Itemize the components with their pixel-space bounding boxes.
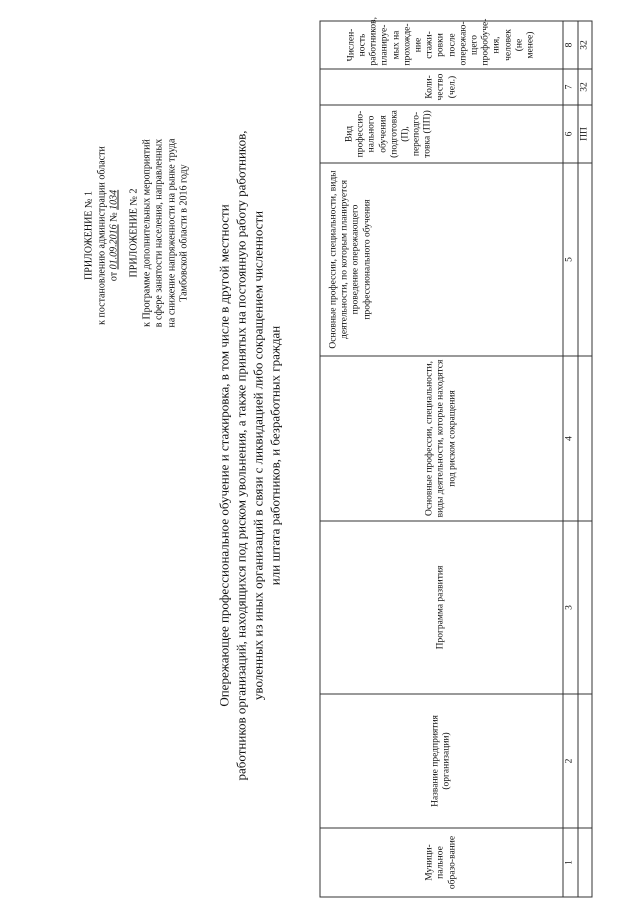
header-development-program: Программа развития <box>320 521 563 694</box>
column-number: 5 <box>563 163 578 356</box>
column-number: 2 <box>563 694 578 828</box>
column-number: 1 <box>563 828 578 897</box>
appendix-1-header <box>83 125 121 345</box>
quantity-value: 32 <box>578 69 592 105</box>
header-internship-count: Числен-ность работников, планируе-мых на прохожде-ние стажи-ровки после опережаю-щего профобуче-ния, человек (не менее) <box>320 21 563 69</box>
header-municipality: Муници-пальное образо-вание <box>320 828 563 897</box>
header-training-professions: Основные профессии, специальности, виды деятельности, по которым планируется проведение опережающего профессионального обучения <box>320 163 563 356</box>
program-line: Тамбовской области в 2016 году <box>178 163 189 302</box>
table-header-row <box>320 21 563 897</box>
table-row <box>578 21 592 897</box>
appendix-2-title: ПРИЛОЖЕНИЕ № 2 <box>128 188 139 277</box>
column-number: 8 <box>563 21 578 69</box>
title-line: уволенных из иных организаций в связи с ликвидацией либо сокращением численности <box>250 210 265 700</box>
program-line: на снижение напряженности на рынке труда <box>165 138 177 327</box>
training-type-value: ПП <box>578 105 592 163</box>
header-quantity: Коли-чество (чел.) <box>320 69 563 105</box>
title-line: Опережающее профессиональное обучение и стажировка, в том числе в другой местности <box>216 203 231 707</box>
header-organization: Название предприятия (организации) <box>320 694 563 828</box>
column-number: 7 <box>563 69 578 105</box>
column-number: 6 <box>563 105 578 163</box>
program-line: к Программе дополнительных мероприятий <box>140 138 152 327</box>
table-cell <box>578 356 592 521</box>
handwritten-number: 1034 <box>108 189 119 210</box>
column-number-row <box>563 21 578 897</box>
handwritten-date: 01.09.2016 <box>108 223 119 269</box>
program-line: в сфере занятости населения, направленных <box>153 138 164 327</box>
column-number: 4 <box>563 356 578 521</box>
date-number-line <box>108 125 121 345</box>
table-cell <box>578 521 592 694</box>
title-line: или штата работников, и безработных граждан <box>267 325 282 585</box>
internship-count-value: 32 <box>578 21 592 69</box>
resolution-line: к постановлению администрации области <box>95 145 107 325</box>
date-prefix: от <box>108 271 119 281</box>
column-number: 3 <box>563 521 578 694</box>
table-cell <box>578 694 592 828</box>
table-cell <box>578 828 592 897</box>
training-table <box>319 16 592 897</box>
appendix-2-header <box>128 85 191 380</box>
table-cell <box>578 163 592 356</box>
document-title <box>215 45 283 865</box>
title-line: работников организаций, находящихся под риском увольнения, а также принятых на постоянную работу работников, <box>233 130 248 780</box>
number-prefix: № <box>108 211 119 222</box>
header-professions-at-risk: Основные профессии, специальности, виды деятельности, которые находятся под риском сокращения <box>320 356 563 521</box>
header-training-type: Вид профессио-нального обучения (подготовка (П), переподго-товка (ПП)) <box>320 105 563 163</box>
appendix-1-title: ПРИЛОЖЕНИЕ № 1 <box>83 190 94 280</box>
